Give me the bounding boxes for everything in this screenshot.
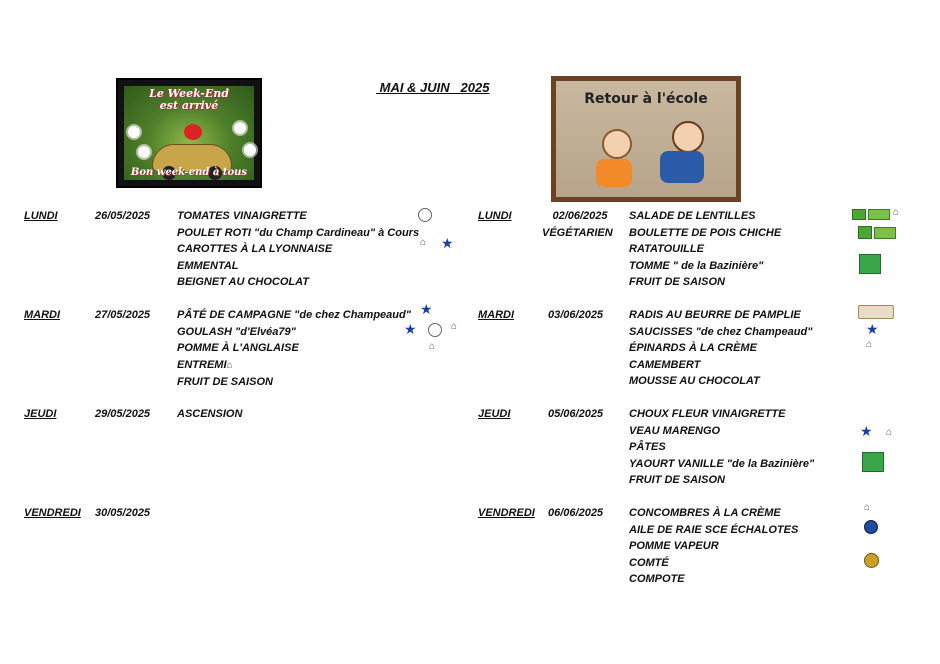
dish: GOULASH "d'Elvéa79" — [177, 325, 296, 338]
dish: TOMATES VINAIGRETTE — [177, 210, 307, 222]
french-meat-icon: ★ — [866, 321, 879, 337]
dish: SALADE DE LENTILLES — [629, 210, 756, 222]
right-date-1: 02/06/2025 VÉGÉTARIEN — [548, 208, 612, 241]
dish: ÉPINARDS À LA CRÈME — [629, 342, 757, 354]
quality-seal-icon — [428, 323, 442, 337]
ecole-image — [551, 76, 741, 202]
left-date-2: 27/05/2025 — [95, 309, 151, 321]
dish: FRUIT DE SAISON — [177, 376, 273, 388]
right-day-1: LUNDI — [478, 210, 512, 222]
dish: BOULETTE DE POIS CHICHE — [629, 226, 782, 239]
dish: BEIGNET AU CHOCOLAT — [177, 276, 309, 288]
left-day-1: LUNDI — [24, 210, 58, 222]
dish: COMTÉ — [629, 556, 669, 569]
right-date-3: 05/06/2025 — [548, 408, 604, 420]
dish: TOMME " de la Bazinière" — [629, 259, 764, 272]
quality-seal-icon — [418, 208, 432, 222]
weekend-line1: Le Week-End — [149, 87, 229, 100]
right-menu-2 — [629, 307, 812, 390]
french-meat-icon: ★ — [441, 235, 454, 251]
left-date-3: 29/05/2025 — [95, 408, 151, 420]
dish: CAROTTES À LA LYONNAISE — [177, 243, 333, 255]
right-menu-3 — [629, 406, 814, 489]
dish: RATATOUILLE — [629, 243, 704, 255]
dish: COMPOTE — [629, 573, 685, 585]
dish: POMME VAPEUR — [629, 540, 719, 552]
french-meat-icon: ★ — [420, 301, 433, 317]
dish: CHOUX FLEUR VINAIGRETTE — [629, 408, 786, 420]
right-menu-1 — [629, 208, 781, 291]
ab-bio-icon — [852, 209, 866, 220]
ecole-text: Retour à l'école — [584, 91, 708, 107]
dish: FRUIT DE SAISON — [629, 474, 725, 486]
local-icon: ⌂ — [886, 427, 893, 438]
dish: FRUIT DE SAISON — [629, 276, 725, 288]
aop-gold-icon — [864, 553, 879, 568]
left-menu-3 — [177, 406, 242, 423]
right-date-2: 03/06/2025 — [548, 309, 604, 321]
dish: ENTREMI — [177, 358, 227, 371]
dish: MOUSSE AU CHOCOLAT — [629, 375, 760, 387]
local-icon: ⌂ — [893, 207, 900, 218]
french-meat-icon: ★ — [860, 423, 873, 439]
msc-fish-icon — [864, 520, 878, 534]
right-day-4: VENDREDI — [478, 507, 535, 519]
french-meat-icon: ★ — [404, 321, 417, 337]
left-menu-1 — [177, 208, 419, 291]
eu-organic-icon — [874, 227, 896, 239]
dish: PÂTÉ DE CAMPAGNE "de chez Champeaud" — [177, 309, 411, 321]
hve-icon — [859, 254, 881, 274]
weekend-bottom: Bon week-end à tous — [130, 167, 248, 178]
hve-icon — [862, 452, 884, 472]
dish: CONCOMBRES À LA CRÈME — [629, 507, 781, 519]
local-icon: ⌂ — [420, 237, 427, 248]
dish: AILE DE RAIE SCE ÉCHALOTES — [629, 523, 799, 536]
left-date-4: 30/05/2025 — [95, 507, 151, 519]
dish: CAMEMBERT — [629, 358, 701, 371]
dish: VEAU MARENGO — [629, 424, 721, 437]
right-menu-4 — [629, 505, 798, 588]
local-icon: ⌂ — [429, 341, 436, 352]
dish: POMME À L'ANGLAISE — [177, 342, 299, 354]
dish: EMMENTAL — [177, 259, 239, 272]
left-menu-2 — [177, 307, 411, 391]
eu-organic-icon — [868, 209, 890, 220]
dish: YAOURT VANILLE "de la Bazinière" — [629, 457, 815, 470]
dish: RADIS AU BEURRE DE PAMPLIE — [629, 309, 801, 321]
ladybug-icon — [184, 124, 202, 140]
right-date-4: 06/06/2025 — [548, 507, 604, 519]
aoc-icon — [858, 305, 894, 319]
vegetarian-label: VÉGÉTARIEN — [542, 226, 613, 239]
ab-bio-icon — [858, 226, 872, 239]
local-icon: ⌂ — [866, 339, 873, 350]
local-icon: ⌂ — [864, 502, 871, 513]
left-day-2: MARDI — [24, 309, 61, 321]
left-day-4: VENDREDI — [24, 507, 81, 519]
dish: ASCENSION — [177, 408, 243, 420]
left-day-3: JEUDI — [24, 408, 57, 420]
left-date-1: 26/05/2025 — [95, 210, 151, 222]
page-title: MAI & JUIN 2025 — [376, 80, 490, 95]
dish: SAUCISSES "de chez Champeaud" — [629, 325, 813, 338]
dish: PÂTES — [629, 441, 666, 453]
local-icon: ⌂ — [226, 359, 233, 371]
local-icon: ⌂ — [451, 321, 458, 332]
weekend-image — [116, 78, 262, 188]
right-day-2: MARDI — [478, 309, 515, 321]
dish: POULET ROTI "du Champ Cardineau" à Cours — [177, 226, 420, 239]
right-day-3: JEUDI — [478, 408, 511, 420]
weekend-line2: est arrivé — [159, 99, 219, 112]
